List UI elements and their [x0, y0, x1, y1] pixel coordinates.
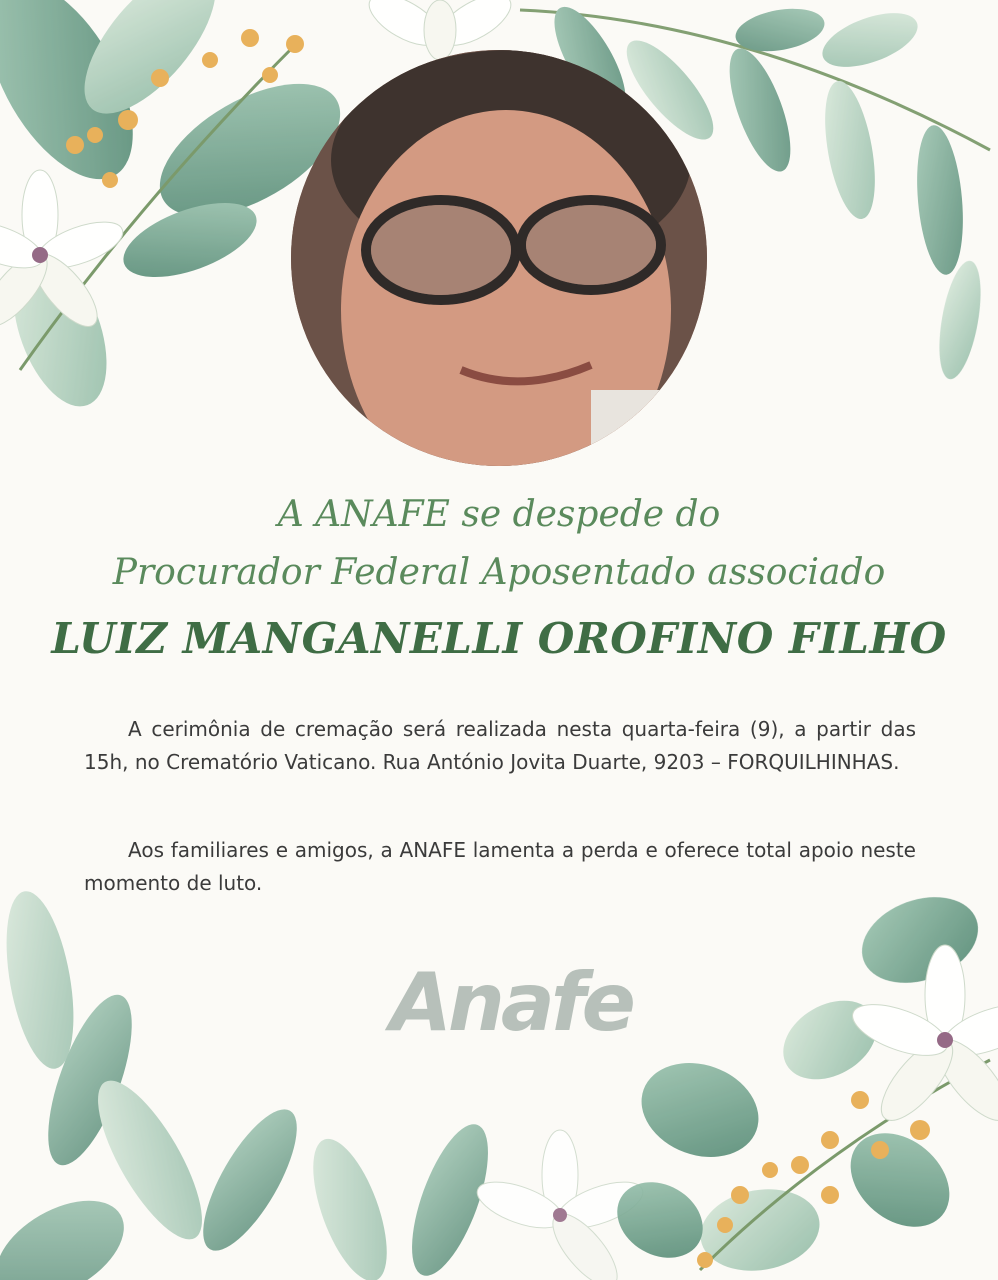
bottom-left-foliage [0, 886, 648, 1280]
heading-line-1: A ANAFE se despede do [277, 494, 721, 535]
deceased-name: LUIZ MANGANELLI OROFINO FILHO [51, 614, 947, 663]
portrait-photo [291, 50, 707, 466]
ceremony-paragraph: A cerimônia de cremação será realizada nesta quarta-feira (9), a partir das 15h, no Crematório Vaticano. Rua António Jovita Duarte, 9203 – FORQUILHINHAS. [84, 717, 916, 774]
anafe-logo [370, 950, 640, 1050]
condolence-paragraph: Aos familiares e amigos, a ANAFE lamenta a perda e oferece total apoio neste momento de luto. [84, 838, 916, 895]
portrait-illustration [291, 50, 707, 466]
heading-line-2: Procurador Federal Aposentado associado [112, 552, 886, 593]
bottom-right-foliage [604, 882, 998, 1280]
logo-text: Anafe [390, 956, 632, 1049]
